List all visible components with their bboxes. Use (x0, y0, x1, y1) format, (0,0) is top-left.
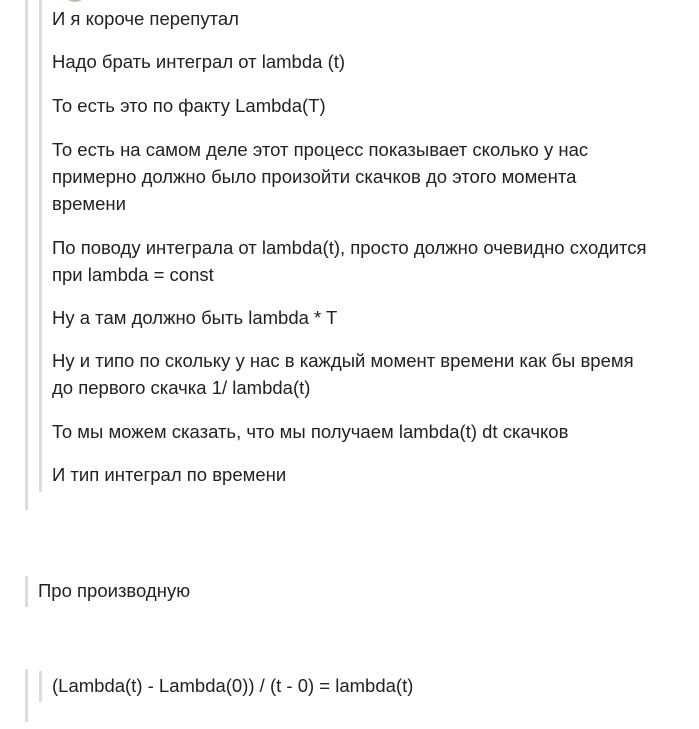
message-line: примерно должно было произойти скачков до этого момента (52, 166, 577, 187)
message-line: То есть это по факту Lambda(T) (52, 95, 326, 116)
message-line: И тип интеграл по времени (52, 464, 287, 485)
message-line: Надо брать интеграл от lambda (t) (52, 51, 346, 72)
inner-quote-bar (39, 671, 42, 702)
derivative-heading: Про производную (38, 580, 191, 601)
message-line: времени (52, 193, 126, 214)
heading-quote-bar (25, 576, 28, 607)
message-line: при lambda = const (52, 264, 214, 285)
inner-quote-bar (39, 0, 42, 492)
message-line: до первого скачка 1/ lambda(t) (52, 377, 311, 398)
message-line: Ну а там должно быть lambda * T (52, 307, 338, 328)
message-line: То есть на самом деле этот процесс показывает сколько у нас (52, 139, 589, 160)
formula-line: (Lambda(t) - Lambda(0)) / (t - 0) = lambda(t) (52, 675, 414, 696)
message-line: По поводу интеграла от lambda(t), просто должно очевидно сходится (52, 237, 647, 258)
message-line: То мы можем сказать, что мы получаем lambda(t) dt скачков (52, 421, 569, 442)
derivative-heading-block (0, 576, 699, 607)
outer-quote-bar (25, 0, 28, 510)
message-line: Ну и типо по скольку у нас в каждый момент времени как бы время (52, 350, 634, 371)
message-line: И я короче перепутал (52, 8, 239, 29)
derivative-quote-block (0, 669, 699, 722)
outer-quote-bar (25, 669, 28, 722)
